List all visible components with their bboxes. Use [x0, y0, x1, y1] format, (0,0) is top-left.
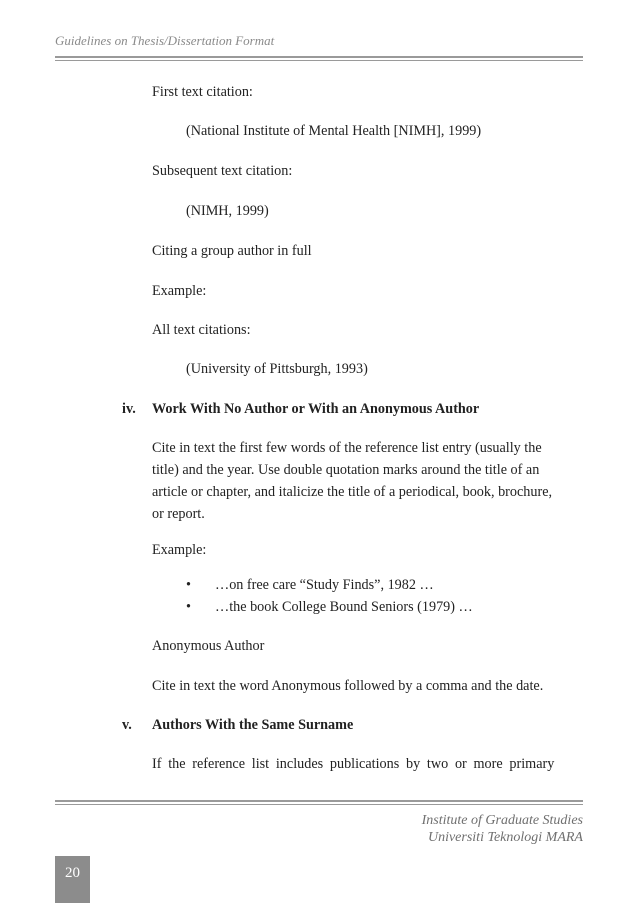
footer-rule [55, 800, 583, 802]
section-v-number: v. [122, 717, 132, 733]
first-citation-example: (National Institute of Mental Health [NIMH], 1999) [186, 123, 482, 139]
group-author-note: Citing a group author in full [152, 243, 312, 259]
iv-paragraph-line: article or chapter, and italicize the title of a periodical, book, brochure, [152, 484, 553, 500]
iv-paragraph-line: Cite in text the first few words of the reference list entry (usually the [152, 440, 542, 456]
iv-paragraph-line: title) and the year. Use double quotation marks around the title of an [152, 462, 540, 478]
all-citations-label: All text citations: [152, 322, 251, 338]
bullet-icon: • [186, 577, 191, 593]
footer-line-institute: Institute of Graduate Studies [421, 813, 583, 828]
all-citations-example: (University of Pittsburgh, 1993) [186, 361, 368, 377]
bullet-icon: • [186, 599, 191, 615]
example-label: Example: [152, 542, 207, 558]
v-paragraph-line: If the reference list includes publications by two or more primary [152, 756, 555, 772]
section-iv-number: iv. [122, 401, 136, 417]
page-number: 20 [65, 865, 80, 881]
anonymous-author-heading: Anonymous Author [152, 638, 265, 654]
header-rule [55, 56, 583, 58]
first-citation-label: First text citation: [152, 84, 253, 100]
running-header: Guidelines on Thesis/Dissertation Format [55, 33, 275, 48]
subsequent-citation-label: Subsequent text citation: [152, 163, 293, 179]
page-number-box [55, 856, 90, 903]
anonymous-author-text: Cite in text the word Anonymous followed by a comma and the date. [152, 678, 544, 694]
subsequent-citation-example: (NIMH, 1999) [186, 203, 269, 219]
bullet-text: …on free care “Study Finds”, 1982 … [215, 577, 434, 593]
header-rule-thin [55, 60, 583, 61]
footer-rule-thin [55, 804, 583, 805]
example-label: Example: [152, 283, 207, 299]
section-v-heading: Authors With the Same Surname [152, 717, 354, 733]
section-iv-heading: Work With No Author or With an Anonymous Author [152, 401, 480, 417]
footer-line-university: Universiti Teknologi MARA [427, 830, 583, 845]
iv-paragraph-line: or report. [152, 506, 205, 522]
institution-footer [422, 812, 583, 846]
bullet-text: …the book College Bound Seniors (1979) … [215, 599, 473, 615]
